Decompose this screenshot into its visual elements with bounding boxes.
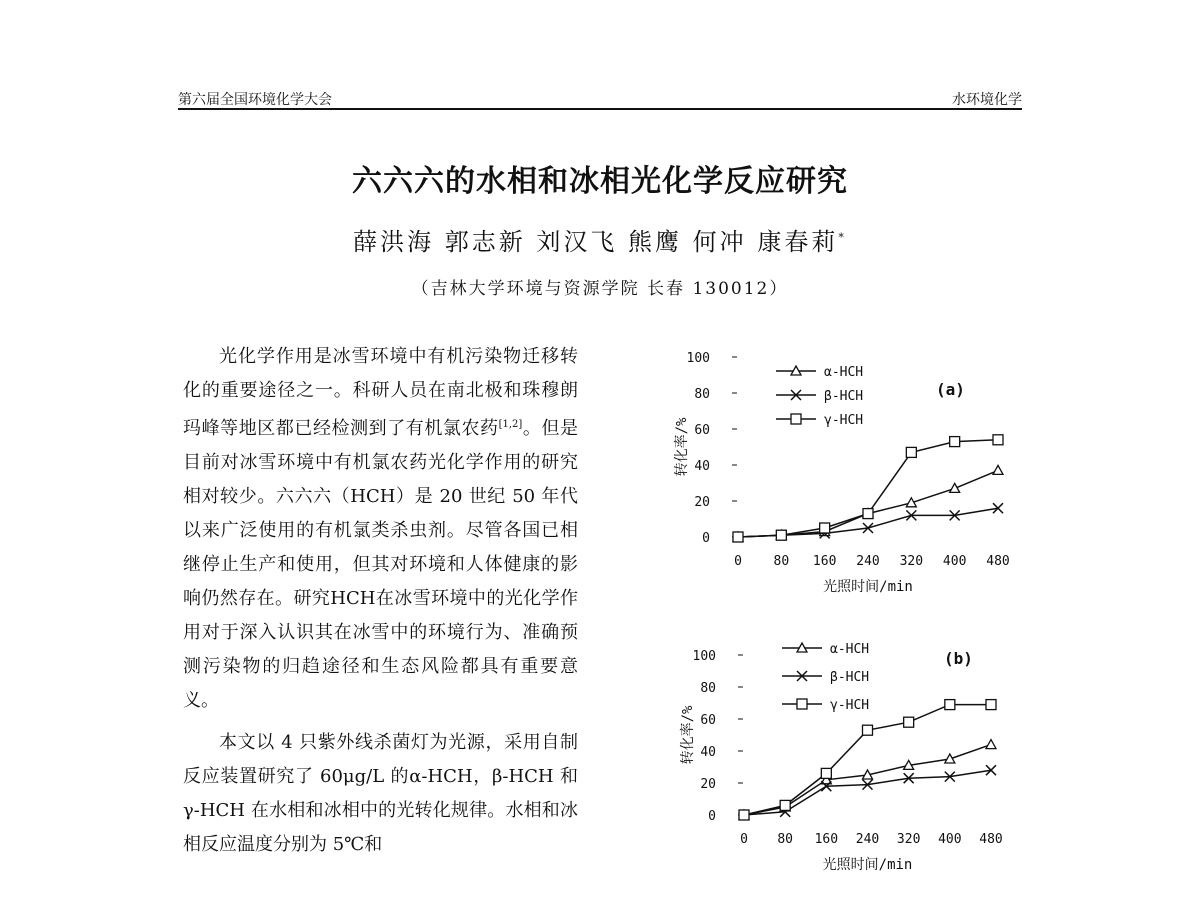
x-axis-title: 光照时间/min [823,579,913,595]
x-tick-label: 480 [979,832,1003,847]
x-tick-label: 160 [812,554,837,569]
body-text [183,340,578,897]
y-tick-label: 60 [700,713,716,728]
running-header-section: 水环境化学 [952,92,1022,108]
x-tick-label: 160 [814,832,839,847]
data-point-triangle [986,740,996,749]
x-tick-label: 400 [938,832,962,847]
data-point-square [950,437,960,447]
y-tick-label: 0 [702,531,710,546]
running-header-conference: 第六届全国环境化学大会 [178,92,332,108]
legend-marker-square [797,699,807,709]
legend-marker-square [791,414,801,424]
legend-entry: α-HCH [824,365,864,380]
legend-entry: β-HCH [830,670,870,685]
paragraph-2: 本文以 4 只紫外线杀菌灯为光源，采用自制反应装置研究了 60μg/L 的α-HCH，β-HCH 和γ-HCH 在水相和冰相中的光转化规律。水相和冰相反应温度分别为 5℃和 [183,732,578,855]
y-tick-label: 40 [694,459,710,474]
paper-title: 六六六的水相和冰相光化学反应研究 [352,164,848,199]
x-tick-label: 480 [986,554,1010,569]
data-point-square [986,700,996,710]
series-line-square [738,440,998,537]
header-rule [178,108,1022,110]
data-point-square [945,700,955,710]
panel-label: (a) [936,380,965,399]
y-tick-label: 100 [692,649,716,664]
x-tick-label: 400 [942,554,967,569]
corresponding-author-mark: * [838,231,847,244]
author-list [0,222,1200,257]
data-point-square [739,810,749,820]
y-tick-label: 0 [708,809,716,824]
legend-entry: γ-HCH [824,413,864,428]
y-tick-label: 100 [686,351,710,366]
x-axis-title: 光照时间/min [822,857,913,873]
y-tick-label: 20 [694,495,710,510]
data-point-square [906,447,916,457]
paragraph-1-text-b: 。但是目前对冰雪环境中有机氯农药光化学作用的研究相对较少。六六六（HCH）是 20 世纪 50 年代以来广泛使用的有机氯类杀虫剂。尽管各国已相继停止生产和使用，但其对环境和人体健康的影响仍然存在。研究HCH在冰雪环境中的光化学作用对于深入认识其在冰雪中的环境行为、准确预测污染物的归趋途径和生态风险都具有重要意义。 [183,418,578,711]
data-point-square [780,800,790,810]
data-point-square [733,532,743,542]
y-axis-title: 转化率/% [674,417,690,477]
x-tick-label: 0 [740,832,748,847]
x-tick-label: 320 [896,832,921,847]
data-point-square [776,530,786,540]
legend-entry: γ-HCH [830,698,870,713]
author-names: 薛洪海 郭志新 刘汉飞 熊鹰 何冲 康春莉 [353,228,839,256]
panel-label: (b) [944,649,973,668]
series-line-square [744,705,991,815]
data-point-square [993,435,1003,445]
data-point-triangle [950,483,960,492]
affiliation: （吉林大学环境与资源学院 长春 130012） [411,279,789,299]
x-tick-label: 240 [856,554,880,569]
data-point-square [863,725,873,735]
y-tick-label: 80 [700,681,716,696]
data-point-triangle [993,465,1003,474]
paragraph-1-text-a: 光化学作用是冰雪环境中有机污染物迁移转化的重要途径之一。科研人员在南北极和珠穆朗玛峰等地区都已经检测到了有机氯农药 [183,346,578,439]
data-point-square [821,768,831,778]
chart-b [660,636,1020,888]
data-point-square [820,523,830,533]
y-tick-label: 20 [700,777,716,792]
chart-a [660,338,1020,600]
legend-entry: α-HCH [830,642,870,657]
y-tick-label: 60 [694,423,710,438]
y-tick-label: 80 [694,387,710,402]
legend-entry: β-HCH [824,389,864,404]
x-tick-label: 240 [855,832,880,847]
y-axis-title: 转化率/% [680,705,696,765]
x-tick-label: 320 [899,554,924,569]
y-tick-label: 40 [700,745,716,760]
data-point-square [863,509,873,519]
x-tick-label: 0 [734,554,742,569]
x-tick-label: 80 [777,832,793,847]
data-point-square [904,717,914,727]
citation-ref: [1,2] [498,419,523,430]
paragraph-1 [183,340,578,718]
x-tick-label: 80 [773,554,790,569]
